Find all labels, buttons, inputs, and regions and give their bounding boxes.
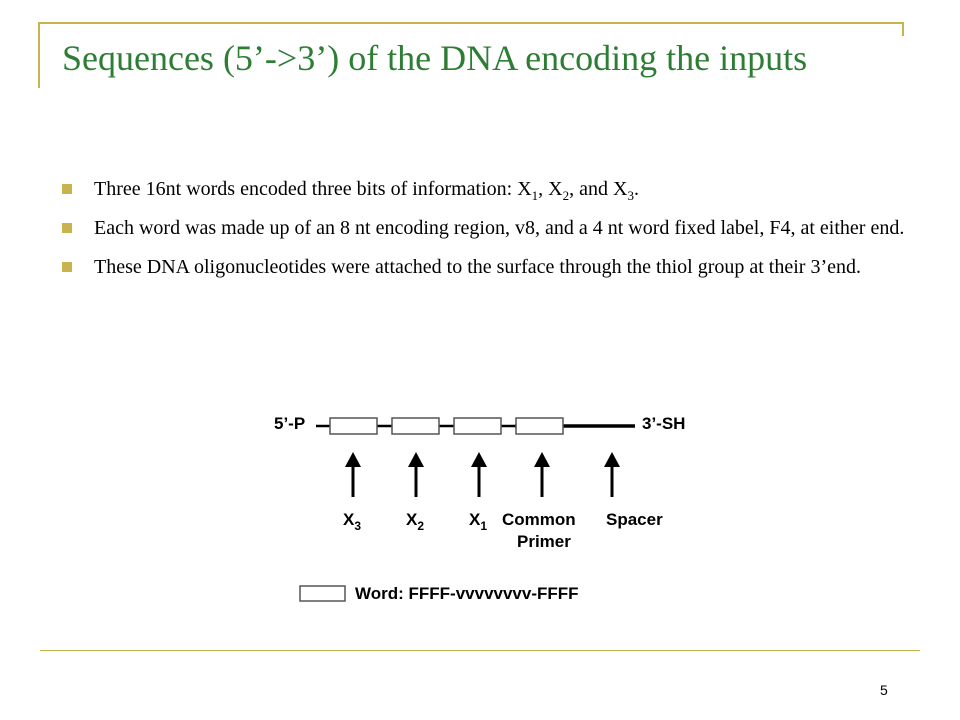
arrow-x1 [471,452,487,497]
arrow-x3 [345,452,361,497]
word-box-x3 [330,418,377,434]
bullet-list [62,176,908,293]
label-x3: $X_3$ [343,510,362,533]
legend-word-box [300,586,345,601]
title-accent-vertical [38,22,40,88]
title-accent-horizontal [38,22,904,24]
word-box-x1 [454,418,501,434]
bullet-marker [62,262,72,272]
label-common: Common [502,510,576,529]
bullet-marker [62,184,72,194]
label-x1: $X_1$ [469,510,488,533]
bullet-text: These DNA oligonucleotides were attached to the surface through the thiol group at their 3’end. [94,256,861,278]
page-number: 5 [880,682,888,698]
legend-word-label: Word: FFFF-vvvvvvvv-FFFF [355,584,579,603]
arrow-x2 [408,452,424,497]
bullet-item [62,215,908,242]
arrow-common-primer [534,452,550,497]
bullet-text: Three 16nt words encoded three bits of information: $X_1$, $X_2$, and $X_3$. [94,178,639,203]
footer-divider [40,650,920,651]
arrow-spacer [604,452,620,497]
bullet-marker [62,223,72,233]
five-prime-label: 5’-P [274,414,306,433]
label-x2: $X_2$ [406,510,425,533]
bullet-text: Each word was made up of an 8 nt encoding region, v8, and a 4 nt word fixed label, F4, at either end. [94,217,905,239]
slide-title: Sequences (5’->3’) of the DNA encoding the inputs [62,38,808,78]
three-prime-label: 3’-SH [642,414,686,433]
word-box-primer [516,418,563,434]
dna-strand-diagram [250,395,730,625]
title-accent-end [902,22,904,36]
bullet-item [62,176,908,203]
word-box-x2 [392,418,439,434]
bullet-item [62,254,908,281]
label-primer: Primer [517,532,571,551]
label-spacer: Spacer [606,510,663,529]
